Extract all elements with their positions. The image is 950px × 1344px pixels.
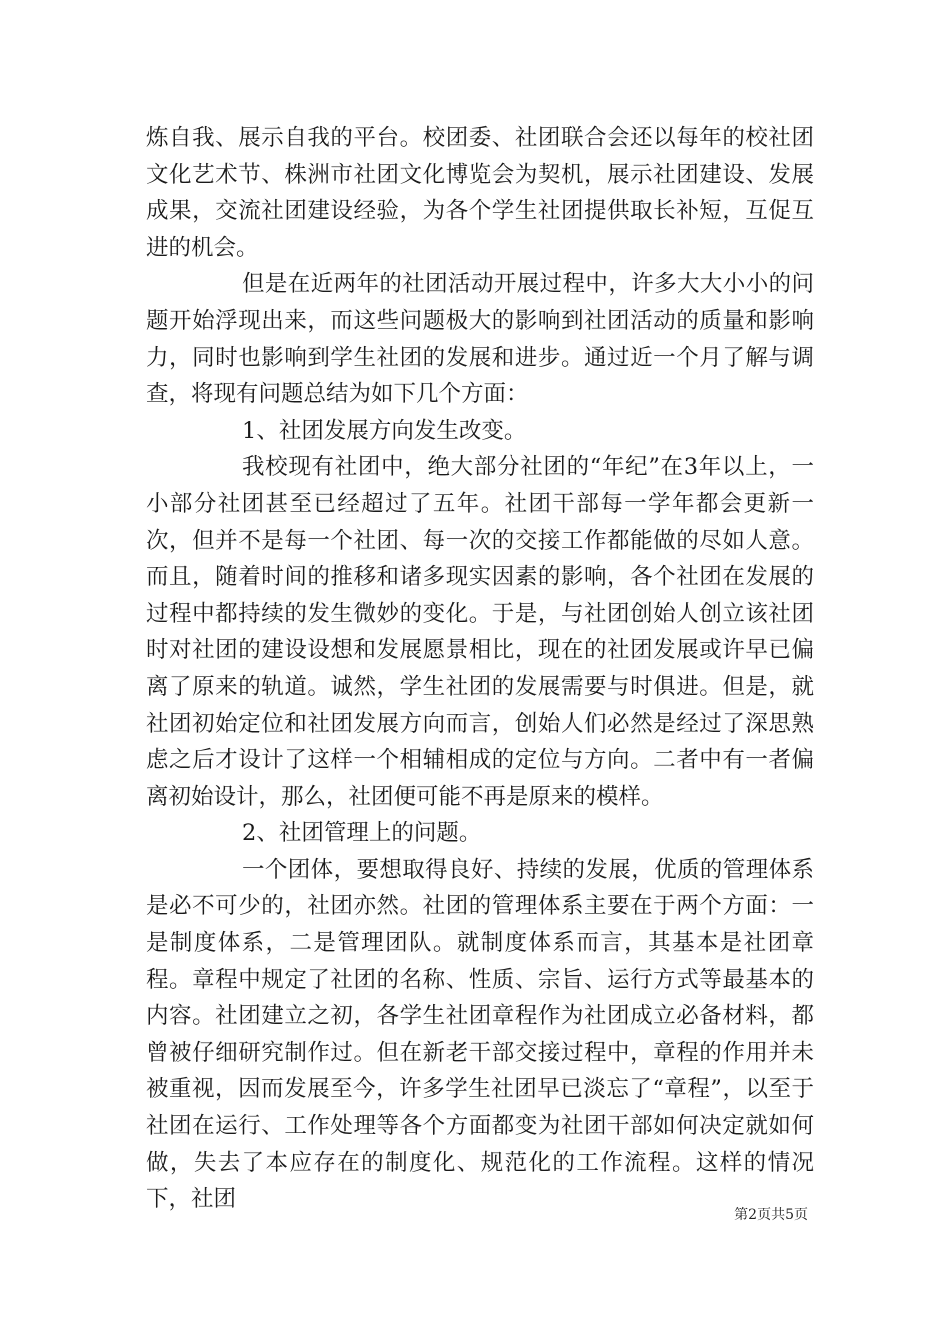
paragraph-3: 我校现有社团中，绝大部分社团的“年纪”在3年以上，一小部分社团甚至已经超过了五年。社团干部每一学年都会更新一次，但并不是每一个社团、每一次的交接工作都能做的尽如人意。而且，随着时间的推移和诸多现实因素的影响，各个社团在发展的过程中都持续的发生微妙的变化。于是，与社团创始人创立该社团时对社团的建设设想和发展愿景相比，现在的社团发展或许早已偏离了原来的轨道。诚然，学生社团的发展需要与时俱进。但是，就社团初始定位和社团发展方向而言，创始人们必然是经过了深思熟虑之后才设计了这样一个相辅相成的定位与方向。二者中有一者偏离初始设计，那么，社团便可能不再是原来的模样。 (146, 454, 814, 810)
page-number: 第2页共5页 (734, 1207, 808, 1223)
section-heading-2: 2、社团管理上的问题。 (242, 820, 482, 847)
document-body (146, 120, 814, 1218)
paragraph-4: 一个团体，要想取得良好、持续的发展，优质的管理体系是必不可少的，社团亦然。社团的管理体系主要在于两个方面：一是制度体系，二是管理团队。就制度体系而言，其基本是社团章程。章程中规定了社团的名称、性质、宗旨、运行方式等最基本的内容。社团建立之初，各学生社团章程作为社团成立必备材料，都曾被仔细研究制作过。但在新老干部交接过程中，章程的作用并未被重视，因而发展至今，许多学生社团早已淡忘了“章程”，以至于社团在运行、工作处理等各个方面都变为社团干部如何决定就如何做，失去了本应存在的制度化、规范化的工作流程。这样的情况下，社团 (146, 856, 814, 1213)
paragraph-2: 但是在近两年的社团活动开展过程中，许多大大小小的问题开始浮现出来，而这些问题极大的影响到社团活动的质量和影响力，同时也影响到学生社团的发展和进步。通过近一个月了解与调查，将现有问题总结为如下几个方面： (146, 271, 814, 408)
section-heading-1: 1、社团发展方向发生改变。 (242, 417, 527, 444)
paragraph-1: 炼自我、展示自我的平台。校团委、社团联合会还以每年的校社团文化艺术节、株洲市社团文化博览会为契机，展示社团建设、发展成果，交流社团建设经验，为各个学生社团提供取长补短，互促互进的机会。 (146, 125, 814, 261)
